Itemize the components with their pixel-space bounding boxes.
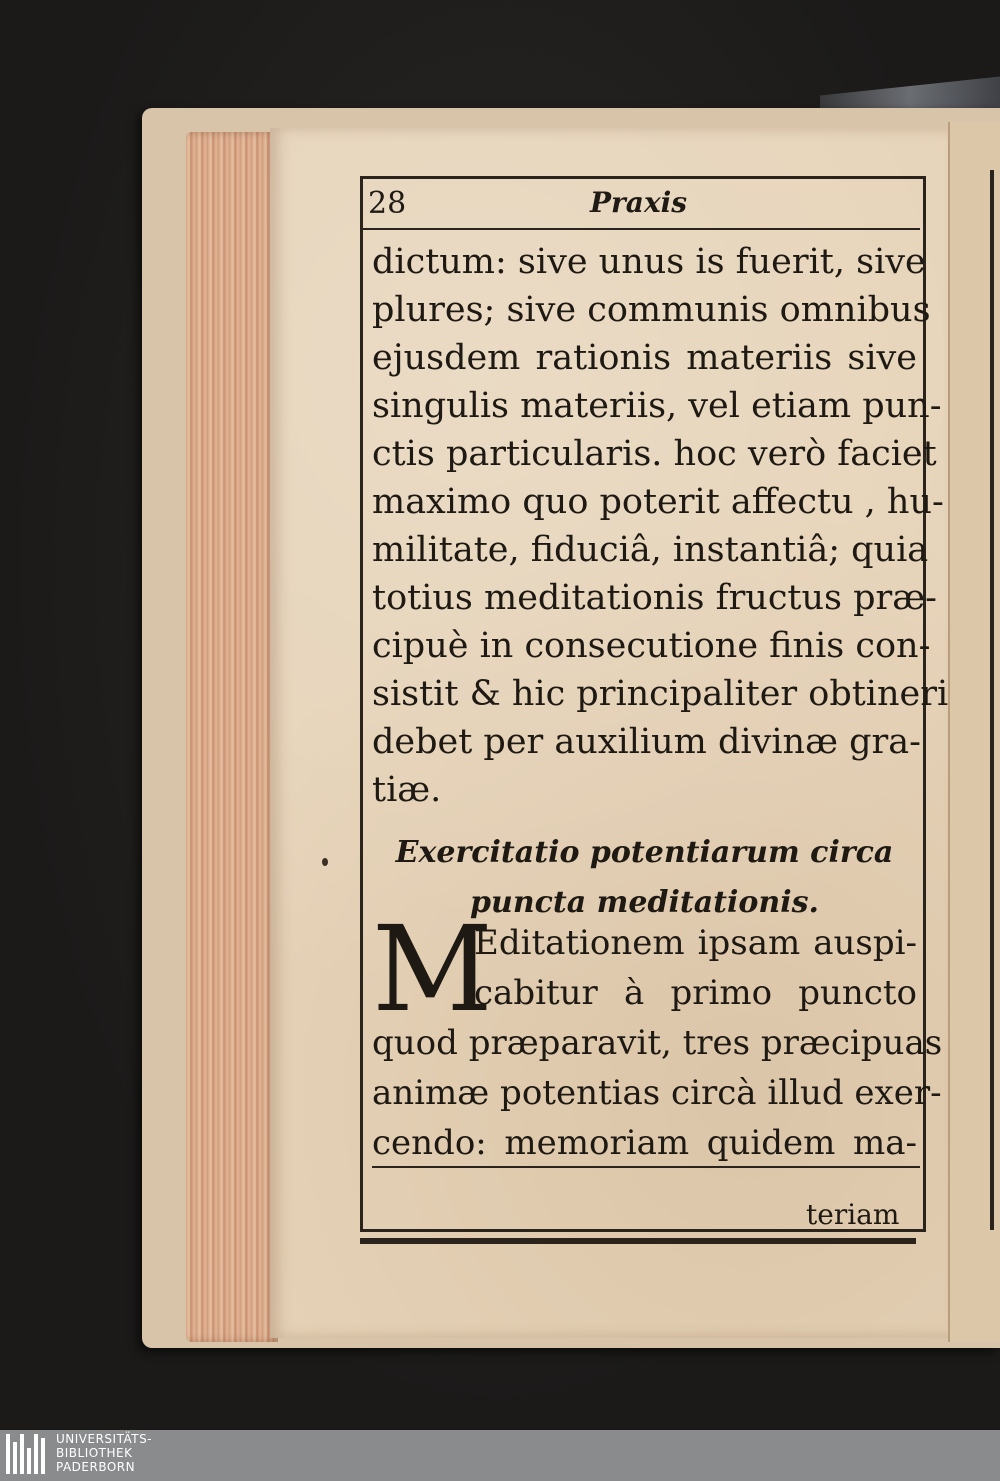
body-text xyxy=(372,238,949,814)
running-head: Praxis xyxy=(590,186,688,219)
text-line: quod præparavit, tres præcipuas xyxy=(372,1023,943,1063)
text-line: debet per auxilium divinæ gra- xyxy=(372,722,921,762)
catchword: teriam xyxy=(806,1198,900,1231)
facing-page-rule xyxy=(990,170,994,1230)
text-line: sistit & hic principaliter obtineri xyxy=(372,674,949,714)
text-line: dictum: sive unus is fuerit, sive xyxy=(372,242,926,282)
text-line: plures; sive communis omnibus xyxy=(372,290,931,330)
text-line: cendo: memoriam quidem ma- xyxy=(372,1123,917,1163)
library-logo-icon xyxy=(6,1434,46,1478)
section-title-line: puncta meditationis. xyxy=(470,885,819,920)
text-line: Editationem ipsam auspi- xyxy=(474,923,917,963)
header-rule xyxy=(363,228,920,230)
text-line: animæ potentias circà illud exer- xyxy=(372,1073,942,1113)
library-name-line: PADERBORN xyxy=(56,1460,136,1474)
drop-cap: M xyxy=(372,900,493,1038)
paragraph-two xyxy=(372,918,943,1168)
library-name-line: UNIVERSITÄTS- xyxy=(56,1432,153,1446)
page-number: 28 xyxy=(368,186,407,221)
section-title-line: Exercitatio potentiarum circa xyxy=(395,835,894,870)
text-line: ejusdem rationis materiis sive xyxy=(372,338,917,378)
text-line: cipuè in consecutione finis con- xyxy=(372,626,931,666)
text-line: maximo quo poterit affectu , hu- xyxy=(372,482,944,522)
page-edges xyxy=(186,132,278,1342)
frame-bottom-rule xyxy=(360,1238,916,1244)
library-name-line: BIBLIOTHEK xyxy=(56,1446,133,1460)
text-line: singulis materiis, vel etiam pun- xyxy=(372,386,942,426)
text-line: militate, fiduciâ, instantiâ; quia xyxy=(372,530,929,570)
text-line: ctis particularis. hoc verò faciet xyxy=(372,434,937,474)
text-line: totius meditationis fructus præ- xyxy=(372,578,937,618)
text-line: tiæ. xyxy=(372,770,442,810)
ink-spot xyxy=(322,858,328,866)
text-line: cabitur à primo puncto xyxy=(474,973,917,1013)
library-name xyxy=(56,1432,152,1474)
